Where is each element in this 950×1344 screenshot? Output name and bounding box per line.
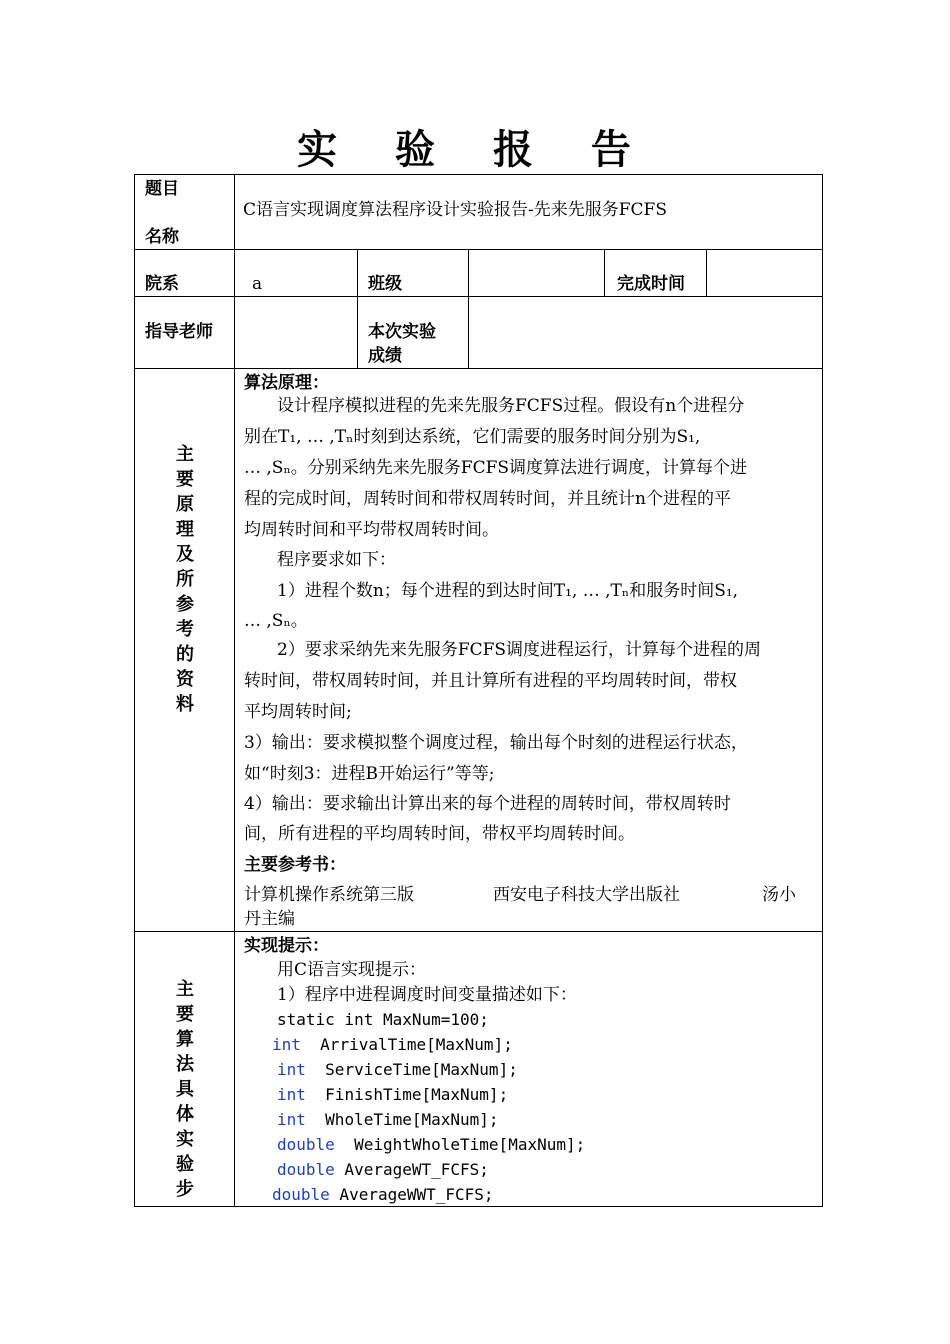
principles-line: … ,Sₙ。分别采纳先来先服务FCFS调度算法进行调度，计算每个进	[244, 458, 748, 478]
table-border-top	[134, 174, 823, 175]
table-border-left	[134, 174, 135, 1207]
code-line	[277, 1083, 508, 1107]
principles-line: 2）要求采纳先来先服务FCFS调度进程运行，计算每个进程的周	[277, 640, 762, 660]
score-label-line1: 本次实验	[368, 322, 436, 342]
side-label-char: 所	[176, 569, 194, 590]
code-keyword: int	[277, 1060, 306, 1079]
department-label: 院系	[145, 274, 179, 294]
side-label-char: 实	[176, 1129, 194, 1150]
reference-publisher: 西安电子科技大学出版社	[493, 885, 680, 905]
code-line	[272, 1033, 513, 1057]
finish-time-label: 完成时间	[617, 274, 685, 294]
principles-line: 间，所有进程的平均周转时间，带权平均周转时间。	[244, 824, 635, 844]
side-label-char: 的	[176, 644, 194, 665]
code-keyword: double	[277, 1135, 335, 1154]
side-label-char: 体	[176, 1104, 194, 1125]
code-text: WeightWholeTime[MaxNum];	[334, 1135, 586, 1154]
code-text: ArrivalTime[MaxNum];	[300, 1035, 513, 1054]
code-keyword: int	[277, 1110, 306, 1129]
side-label-char: 及	[176, 544, 194, 565]
side-label-char: 要	[176, 1004, 194, 1025]
code-line	[272, 1183, 494, 1207]
side-label-char: 算	[176, 1029, 194, 1050]
table-column-divider	[357, 249, 358, 369]
implementation-heading: 实现提示：	[244, 936, 329, 956]
side-label-char: 参	[176, 594, 194, 615]
teacher-label: 指导老师	[145, 322, 213, 342]
implementation-side-label	[173, 977, 197, 1202]
code-keyword: int	[272, 1035, 301, 1054]
table-border-right	[822, 174, 823, 1207]
topic-value: C语言实现调度算法程序设计实验报告-先来先服务FCFS	[243, 200, 667, 220]
principles-line: 程序要求如下：	[277, 550, 396, 570]
principles-line: 4）输出：要求输出计算出来的每个进程的周转时间，带权周转时	[244, 794, 731, 814]
table-row-divider	[134, 368, 823, 369]
references-heading: 主要参考书：	[244, 855, 346, 875]
principles-line: 如“时刻3：进程B开始运行”等等;	[244, 764, 495, 784]
reference-author-line2: 丹主编	[244, 909, 295, 929]
code-keyword: double	[272, 1185, 330, 1204]
code-line	[277, 1158, 489, 1182]
code-text: AverageWWT_FCFS;	[329, 1185, 494, 1204]
side-label-char: 验	[176, 1154, 194, 1175]
side-label-char: 料	[176, 694, 194, 715]
implementation-intro: 用C语言实现提示：	[277, 960, 427, 980]
principles-line: 3）输出：要求模拟整个调度过程，输出每个时刻的进程运行状态，	[244, 733, 748, 753]
class-label: 班级	[368, 274, 402, 294]
side-label-char: 主	[176, 444, 194, 465]
department-value: a	[252, 274, 263, 294]
principles-line: … ,Sₙ。	[244, 611, 308, 631]
principles-line: 别在T₁, … ,Tₙ时刻到达系统，它们需要的服务时间分别为S₁,	[244, 427, 701, 447]
principles-side-label	[173, 442, 197, 717]
table-row-divider	[134, 296, 823, 297]
principles-line: 平均周转时间;	[244, 702, 352, 722]
code-keyword: int	[277, 1085, 306, 1104]
code-text: AverageWT_FCFS;	[334, 1160, 489, 1179]
implementation-step1: 1）程序中进程调度时间变量描述如下：	[277, 985, 577, 1005]
side-label-char: 原	[176, 494, 194, 515]
table-column-divider	[468, 249, 469, 369]
table-column-divider	[706, 249, 707, 297]
table-column-divider	[604, 249, 605, 297]
side-label-char: 考	[176, 619, 194, 640]
reference-book: 计算机操作系统第三版	[244, 885, 414, 905]
code-line	[277, 1058, 518, 1082]
topic-label-line2: 名称	[145, 227, 179, 247]
principles-line: 1）进程个数n；每个进程的到达时间T₁, … ,Tₙ和服务时间S₁,	[277, 581, 739, 601]
side-label-char: 主	[176, 979, 194, 1000]
principles-line: 转时间，带权周转时间，并且计算所有进程的平均周转时间，带权	[244, 671, 737, 691]
code-line	[277, 1133, 585, 1157]
side-label-char: 资	[176, 669, 194, 690]
topic-label-line1: 题目	[145, 179, 179, 199]
code-line	[277, 1108, 499, 1132]
code-text: FinishTime[MaxNum];	[305, 1085, 509, 1104]
table-row-divider	[134, 249, 823, 250]
code-line	[277, 1008, 489, 1032]
principles-line: 均周转时间和平均带权周转时间。	[244, 520, 499, 540]
page-title: 实 验 报 告	[297, 127, 653, 173]
side-label-char: 具	[176, 1079, 194, 1100]
code-keyword: double	[277, 1160, 335, 1179]
side-label-char: 法	[176, 1054, 194, 1075]
principles-line: 程的完成时间，周转时间和带权周转时间，并且统计n个进程的平	[244, 489, 731, 509]
principles-line: 设计程序模拟进程的先来先服务FCFS过程。假设有n个进程分	[277, 396, 745, 416]
code-text: ServiceTime[MaxNum];	[305, 1060, 518, 1079]
reference-author-line1: 汤小	[762, 885, 796, 905]
score-label-line2: 成绩	[368, 346, 402, 366]
side-label-char: 理	[176, 519, 194, 540]
principles-heading: 算法原理：	[244, 373, 329, 393]
table-column-divider	[234, 174, 235, 1207]
table-row-divider	[134, 931, 823, 932]
side-label-char: 要	[176, 469, 194, 490]
code-text: WholeTime[MaxNum];	[305, 1110, 499, 1129]
code-text: static int MaxNum=100;	[277, 1010, 489, 1029]
side-label-char: 步	[176, 1179, 194, 1200]
